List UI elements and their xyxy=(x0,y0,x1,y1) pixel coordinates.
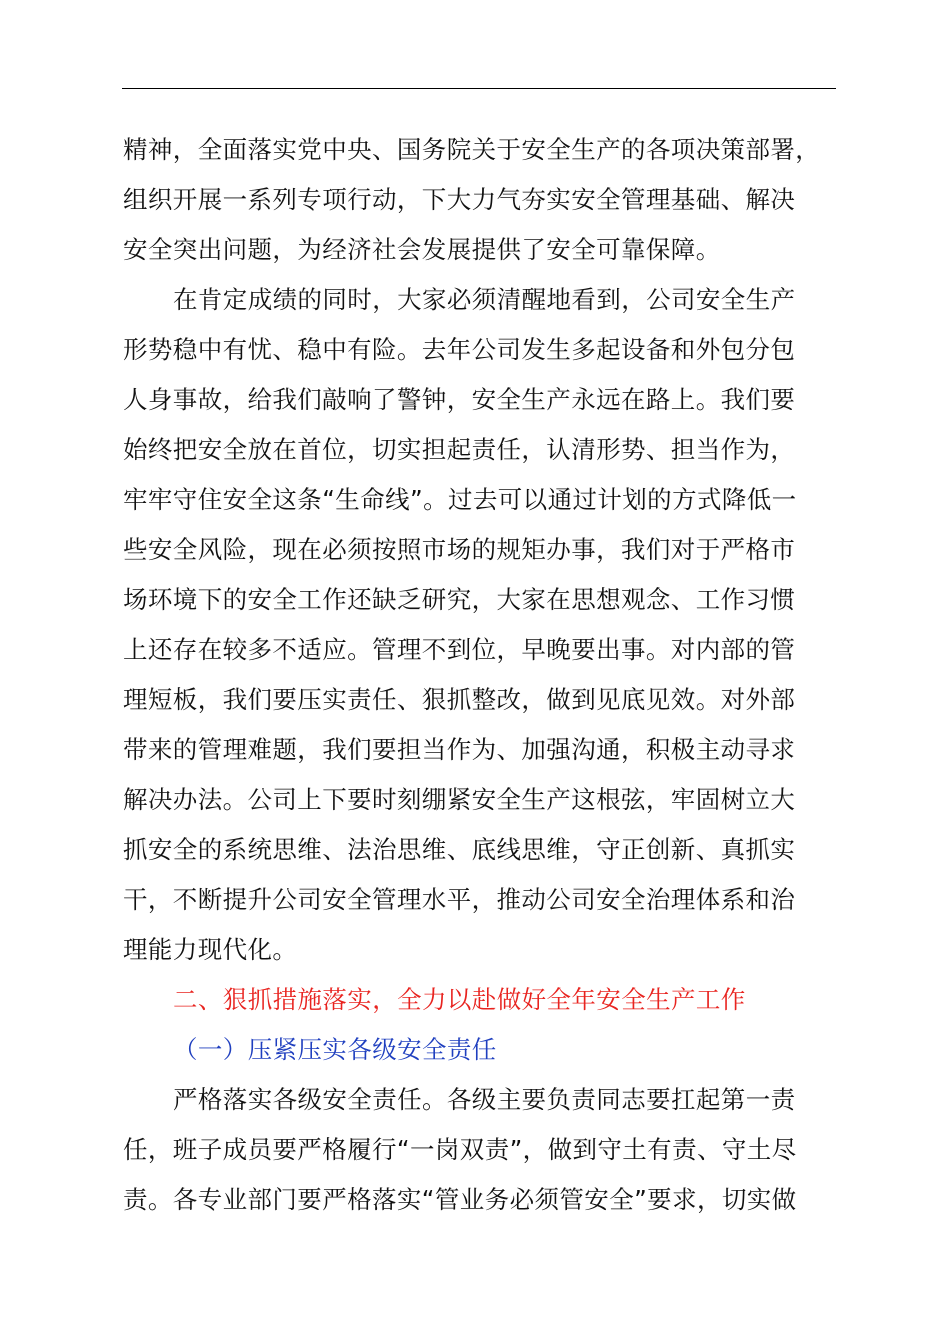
text-line: 上还存在较多不适应。管理不到位，早晚要出事。对内部的管 xyxy=(123,635,796,664)
text-line: 形势稳中有忧、稳中有险。去年公司发生多起设备和外包分包 xyxy=(123,335,796,364)
text-line: 责。各专业部门要严格落实“管业务必须管安全”要求，切实做 xyxy=(123,1185,797,1214)
text-line: 严格落实各级安全责任。各级主要负责同志要扛起第一责 xyxy=(173,1085,796,1114)
text-line: 组织开展一系列专项行动，下大力气夯实安全管理基础、解决 xyxy=(123,185,796,214)
header-rule xyxy=(122,88,836,89)
text-line: 些安全风险，现在必须按照市场的规矩办事，我们对于严格市 xyxy=(123,535,796,564)
text-line: 精神，全面落实党中央、国务院关于安全生产的各项决策部署， xyxy=(123,135,821,164)
text-line: 抓安全的系统思维、法治思维、底线思维，守正创新、真抓实 xyxy=(123,835,796,864)
text-line: 场环境下的安全工作还缺乏研究，大家在思想观念、工作习惯 xyxy=(123,585,796,614)
text-line: 人身事故，给我们敲响了警钟，安全生产永远在路上。我们要 xyxy=(123,385,796,414)
subsection-heading: （一）压紧压实各级安全责任 xyxy=(173,1035,497,1064)
text-line: 理短板，我们要压实责任、狠抓整改，做到见底见效。对外部 xyxy=(123,685,796,714)
text-line: 在肯定成绩的同时，大家必须清醒地看到，公司安全生产 xyxy=(173,285,796,314)
text-line: 解决办法。公司上下要时刻绷紧安全生产这根弦，牢固树立大 xyxy=(123,785,796,814)
text-line: 带来的管理难题，我们要担当作为、加强沟通，积极主动寻求 xyxy=(123,735,796,764)
text-line: 干，不断提升公司安全管理水平，推动公司安全治理体系和治 xyxy=(123,885,796,914)
text-line: 始终把安全放在首位，切实担起责任，认清形势、担当作为， xyxy=(123,435,796,464)
text-line: 牢牢守住安全这条“生命线”。过去可以通过计划的方式降低一 xyxy=(123,485,797,514)
text-line: 安全突出问题，为经济社会发展提供了安全可靠保障。 xyxy=(123,235,721,264)
text-line: 任，班子成员要严格履行“一岗双责”，做到守土有责、守土尽 xyxy=(123,1135,797,1164)
text-line: 理能力现代化。 xyxy=(123,935,298,964)
section-heading: 二、狠抓措施落实，全力以赴做好全年安全生产工作 xyxy=(173,985,746,1014)
document-body xyxy=(123,125,851,1225)
